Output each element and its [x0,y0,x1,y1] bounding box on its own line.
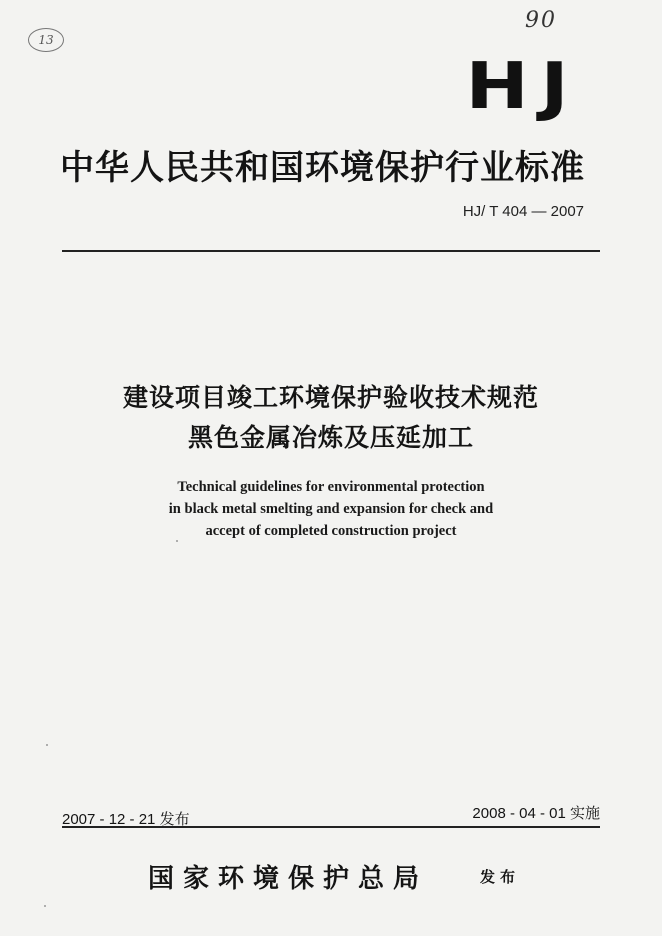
issuing-authority: 国家环境保护总局 [148,864,429,894]
chinese-title [0,378,662,458]
handwritten-circled-mark: 13 [28,28,64,52]
english-title-line-3: accept of completed construction project [205,523,457,539]
english-title-line-1: Technical guidelines for environmental protection [177,479,485,495]
english-title-line-2: in black metal smelting and expansion for check and [168,501,494,517]
hj-logo: HJ [465,50,580,124]
top-divider [62,250,600,252]
scan-speck [44,905,46,907]
scan-speck [46,744,48,746]
issuing-action: 发布 [480,868,521,886]
scan-speck [176,540,178,542]
chinese-title-line-1: 建设项目竣工环境保护验收技术规范 [122,383,539,412]
handwritten-page-number: 90 [525,8,557,33]
bottom-divider [62,826,600,828]
chinese-title-line-2: 黑色金属冶炼及压延加工 [187,423,474,452]
standard-category-heading: 中华人民共和国环境保护行业标准 [60,148,585,188]
english-title [0,476,662,542]
effective-date: 2008 - 04 - 01 实施 [472,805,600,822]
standard-number: HJ/ T 404 — 2007 [462,203,584,220]
issue-date: 2007 - 12 - 21 发布 [62,811,190,828]
